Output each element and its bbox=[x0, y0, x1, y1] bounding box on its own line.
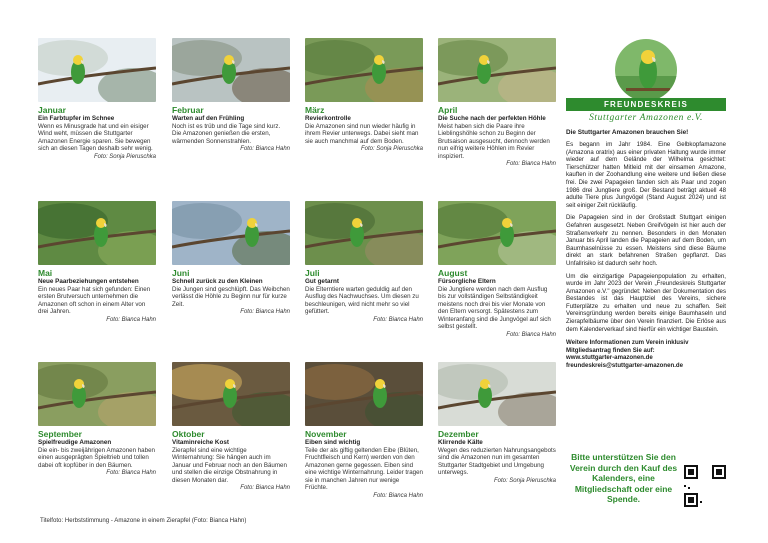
month-text: Die ein- bis zweijährigen Amazonen haben einen ausgeprägten Spieltrieb und tollen dabei oft kopfüber in den Bäumen. bbox=[38, 446, 155, 469]
call-to-action: Bitte unterstützen Sie den Verein durch den Kauf des Kalenders, eine Mitgliedschaft oder eine Spende. bbox=[569, 452, 678, 504]
month-subtitle: Spielfreudige Amazonen bbox=[38, 439, 112, 446]
month-subtitle: Die Suche nach der perfekten Höhle bbox=[438, 115, 546, 122]
sidebar-info bbox=[566, 339, 726, 369]
month-text: Teile der als giftig geltenden Eibe (Blüten, Fruchtfleisch und Kern) werden von den Amazonen gerne gegessen. Eiben sind eine wichtige Winternahrung. Leider tragen sie in manchen Jahren nur wenige Früchte. bbox=[305, 446, 423, 492]
month-cell bbox=[38, 362, 156, 476]
sidebar-headline: Die Stuttgarter Amazonen brauchen Sie! bbox=[566, 129, 689, 136]
month-cell bbox=[38, 38, 156, 160]
month-cell bbox=[172, 201, 290, 315]
photo-credit: Foto: Bianca Hahn bbox=[240, 309, 290, 316]
month-cell bbox=[438, 201, 556, 338]
month-name: Juli bbox=[305, 268, 320, 278]
parrot-photo bbox=[172, 362, 290, 426]
logo-banner: FREUNDESKREIS bbox=[566, 98, 726, 111]
sidebar-paragraph-2: Die Papageien sind in der Großstadt Stuttgart einigen Gefahren ausgesetzt. Neben Greifvögeln ist hier auch der Straßenverkehr zu nennen. Besonders in den Monaten Januar bis April landen die Papageien auf dem Boden, um Baumhaselnüsse zu essen. Meistens sind diese Bäume direkt an stark befahrenen Straßen gepflanzt. Das Unfallrisiko ist dadurch sehr hoch. bbox=[566, 214, 726, 267]
month-text: Die Elterntiere warten geduldig auf den Ausflug des Nachwuchses. Um diesen zu beschleunigen, wird nicht mehr so viel gefüttert. bbox=[305, 285, 419, 316]
month-text: Die Jungen sind geschlüpft. Das Weibchen verlässt die Höhle zu Beginn nur für kurze Zeit. bbox=[172, 285, 290, 308]
month-subtitle: Vitaminreiche Kost bbox=[172, 439, 229, 446]
month-text: Die Jungtiere werden nach dem Ausflug bis zur vollständigen Selbständigkeit meistens noch drei bis vier Monate von den Eltern versorgt. Spätestens zum Winteranfang sind die Jungvögel auf sich selbst gestellt. bbox=[438, 285, 551, 331]
parrot-photo bbox=[438, 362, 556, 426]
month-name: Februar bbox=[172, 105, 204, 115]
sidebar-paragraph-1: Es begann im Jahr 1984. Eine Gelbkopfamazone (Amazona oratrix) aus einer privaten Haltung wurde immer wieder auf dem Gelände der Wilhelma gesichtet: Tierschützer hatten Mitleid mit der einsamen Amazone, kauften in der Zoohandlung eine weitere und ließen diese frei. Die zwei Papageien fanden sich als Paar und zogen 1986 drei Jungtiere groß. Der Bestand beträgt aktuell 48 adulte Tiere plus Jungvögel (Stand August 2024) und ist seit einiger Zeit rückläufig. bbox=[566, 141, 726, 209]
sidebar bbox=[566, 36, 726, 370]
parrot-photo bbox=[38, 362, 156, 426]
month-subtitle: Klirrende Kälte bbox=[438, 439, 483, 446]
photo-credit: Foto: Bianca Hahn bbox=[373, 493, 423, 500]
parrot-photo bbox=[305, 201, 423, 265]
logo-script: Stuttgarter Amazonen e.V. bbox=[589, 113, 703, 123]
month-name: März bbox=[305, 105, 325, 115]
parrot-photo bbox=[438, 201, 556, 265]
month-name: Dezember bbox=[438, 429, 479, 439]
month-subtitle: Fürsorgliche Eltern bbox=[438, 278, 496, 285]
photo-credit: Foto: Bianca Hahn bbox=[506, 161, 556, 168]
month-text: Ein neues Paar hat sich gefunden: Einen ersten Brutversuch unternehmen die Amazonen oft schon in einem Alter von drei Jahren. bbox=[38, 285, 151, 316]
month-subtitle: Ein Farbtupfer im Schnee bbox=[38, 115, 115, 122]
photo-credit: Foto: Bianca Hahn bbox=[106, 316, 156, 323]
photo-credit: Foto: Bianca Hahn bbox=[106, 470, 156, 477]
footer-credit: Titelfoto: Herbststimmung - Amazone in einem Zierapfel (Foto: Bianca Hahn) bbox=[40, 517, 247, 524]
month-name: Juni bbox=[172, 268, 190, 278]
month-cell bbox=[38, 201, 156, 323]
photo-credit: Foto: Bianca Hahn bbox=[373, 316, 423, 323]
parrot-photo bbox=[38, 201, 156, 265]
email-link[interactable]: freundeskreis@stuttgarter-amazonen.de bbox=[566, 362, 684, 370]
month-cell bbox=[305, 38, 423, 152]
month-name: August bbox=[438, 268, 468, 278]
photo-credit: Foto: Bianca Hahn bbox=[240, 485, 290, 492]
month-cell bbox=[438, 38, 556, 167]
parrot-photo bbox=[38, 38, 156, 102]
month-cell bbox=[438, 362, 556, 484]
photo-credit: Foto: Bianca Hahn bbox=[506, 332, 556, 339]
month-subtitle: Gut getarnt bbox=[305, 278, 339, 285]
month-text: Wegen des reduzierten Nahrungsangebots sind die Amazonen nun im gesamten Stuttgarter Stadtgebiet und Umgebung unterwegs. bbox=[438, 446, 556, 477]
month-name: November bbox=[305, 429, 347, 439]
month-text: Noch ist es trüb und die Tage sind kurz. Die Amazonen genießen die ersten, wärmenden Sonnenstrahlen. bbox=[172, 122, 281, 145]
parrot-photo bbox=[172, 38, 290, 102]
logo bbox=[566, 36, 726, 98]
photo-credit: Foto: Bianca Hahn bbox=[240, 146, 290, 153]
parrot-photo bbox=[305, 38, 423, 102]
month-name: Januar bbox=[38, 105, 66, 115]
month-name: September bbox=[38, 429, 82, 439]
photo-credit: Foto: Sonja Pieruschka bbox=[360, 146, 423, 153]
parrot-photo bbox=[305, 362, 423, 426]
sidebar-paragraph-3: Um die einzigartige Papageienpopulation zu erhalten, wurde im Jahr 2023 der Verein „Freundeskreis Stuttgarter Amazonen e.V." gegründet: Neben der Dokumentation des Bestandes ist das Hauptziel des Vereins, sichere Futterplätze zu erhalten und neue zu schaffen. Seit Vereinsgründung werden bereits einige Baumhaseln und Zierapfelbäume über den Verein finanziert. Die Erlöse aus dem Kalenderverkauf sind hierfür ein wichtiger Baustein. bbox=[566, 272, 726, 333]
month-text: Zierapfel sind eine wichtige Winternahrung: Sie hängen auch im Januar und Februar noch an den Bäumen und stellen die einzige Obstnahrung in diesen Monaten dar. bbox=[172, 446, 287, 484]
month-cell bbox=[305, 362, 423, 499]
month-cell bbox=[305, 201, 423, 323]
month-name: April bbox=[438, 105, 458, 115]
sidebar-info-text: Weitere Informationen zum Verein inklusiv Mitgliedsantrag finden Sie auf: bbox=[566, 339, 689, 354]
month-subtitle: Warten auf den Frühling bbox=[172, 115, 245, 122]
month-subtitle: Schnell zurück zu den Kleinen bbox=[172, 278, 263, 285]
month-text: Meist haben sich die Paare ihre Lieblingshöhle schon zu Beginn der Brutsaison ausgesucht, dennoch werden nun eifrig weitere Höhlen im Revier inspiziert. bbox=[438, 122, 550, 160]
photo-credit: Foto: Sonja Pieruschka bbox=[93, 153, 156, 160]
month-cell bbox=[172, 38, 290, 152]
month-cell bbox=[172, 362, 290, 491]
month-subtitle: Neue Paarbeziehungen entstehen bbox=[38, 278, 139, 285]
qr-code bbox=[684, 465, 726, 507]
month-subtitle: Revierkontrolle bbox=[305, 115, 351, 122]
month-name: Oktober bbox=[172, 429, 205, 439]
month-subtitle: Eiben sind wichtig bbox=[305, 439, 361, 446]
month-name: Mai bbox=[38, 268, 53, 278]
month-text: Die Amazonen sind nun wieder häufig in ihrem Revier unterwegs. Dabei sieht man sie auch manchmal auf dem Boden. bbox=[305, 122, 419, 145]
parrot-photo bbox=[172, 201, 290, 265]
parrot-photo bbox=[438, 38, 556, 102]
photo-credit: Foto: Sonja Pieruschka bbox=[493, 477, 556, 484]
month-text: Wenn es Minusgrade hat und ein eisiger Wind weht, müssen die Stuttgarter Amazonen Energie sparen. Sie bewegen sich an diesen Tagen deshalb sehr wenig. bbox=[38, 122, 153, 153]
website-link[interactable]: www.stuttgarter-amazonen.de bbox=[566, 354, 653, 362]
